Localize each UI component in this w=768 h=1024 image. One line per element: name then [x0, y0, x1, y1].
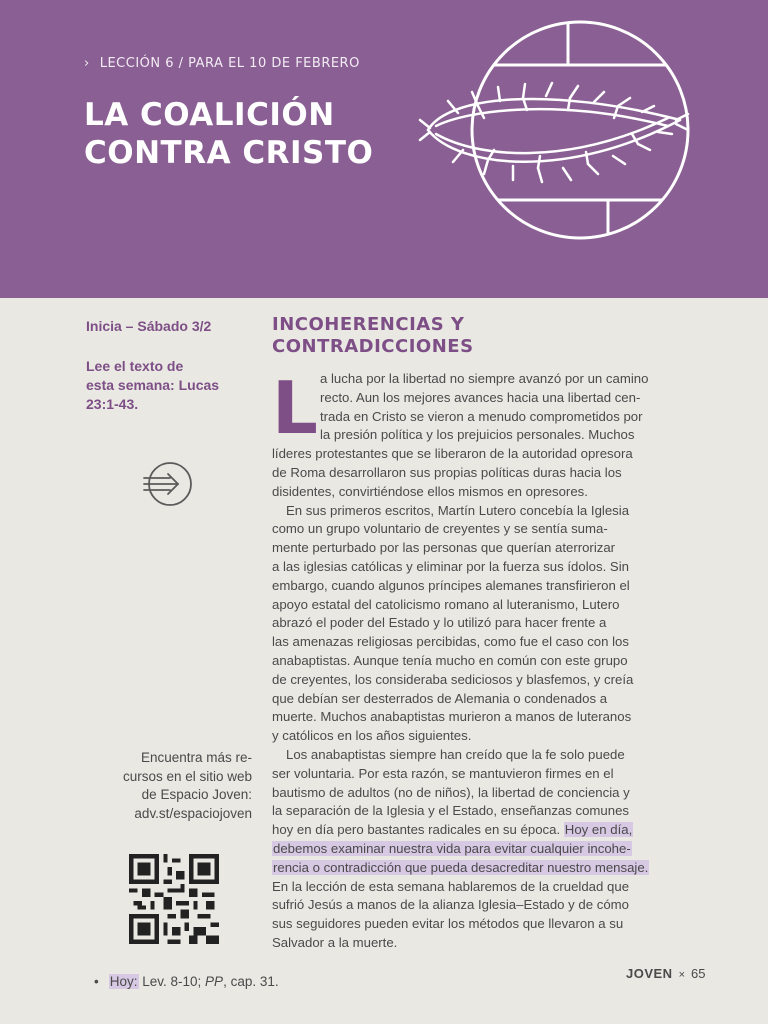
- body-line: recto. Aun los mejores avances hacia una libertad cen-: [320, 389, 641, 405]
- body-line: [272, 840, 718, 859]
- body-line: y católicos en los años siguientes.: [272, 728, 472, 744]
- body-line: Salvador a la muerte.: [272, 934, 398, 950]
- body-line: embargo, cuando algunos príncipes alemanes transfirieron el: [272, 577, 630, 593]
- body-line: En la lección de esta semana hablaremos de la crueldad que: [272, 878, 630, 894]
- body-text: hoy en día pero bastantes radicales en su época.: [272, 822, 561, 838]
- body-line: [272, 859, 718, 878]
- body-line: de creyentes, los consideraba sediciosos y blasfemos, y creía: [272, 671, 634, 687]
- lesson-header: [0, 0, 768, 298]
- more-resources: [84, 749, 252, 823]
- lesson-label: LECCIÓN 6 / PARA EL 10 DE FEBRERO: [99, 56, 360, 71]
- footer-separator: ×: [678, 969, 686, 981]
- magazine-name: JOVEN: [626, 966, 673, 981]
- more-resources-line: cursos en el sitio web: [122, 768, 252, 784]
- body-line: sufrió Jesús a manos de la alianza Iglesia–Estado y de cómo: [272, 897, 629, 913]
- page-footer: [626, 966, 705, 981]
- reading-ref: Lev. 8-10;: [138, 974, 206, 989]
- body-line: mente perturbado por las personas que querían aterrorizar: [272, 540, 616, 556]
- reading-ref: , cap. 31.: [223, 974, 279, 989]
- body-line: muerte. Muchos anabaptistas murieron a manos de luteranos: [272, 709, 632, 725]
- body-line: la presión política y los prejuicios personales. Muchos: [320, 427, 635, 443]
- lesson-title-line: LA COALICIÓN: [84, 97, 335, 133]
- body-line: de Roma desarrollaron sus propias políticas duras hacia los: [272, 464, 622, 480]
- article-body: [272, 366, 718, 953]
- resources-link[interactable]: adv.st/espaciojoven: [134, 805, 252, 821]
- daily-reading: [94, 974, 279, 989]
- drop-cap: L: [272, 366, 318, 450]
- weekly-reading-line: Lee el texto de: [86, 358, 184, 374]
- body-line: ser voluntaria. Por esta razón, se mantuvieron firmes en el: [272, 765, 614, 781]
- body-line: sus seguidores pueden evitar los métodos que llevaron a su: [272, 916, 624, 932]
- more-resources-line: de Espacio Joven:: [141, 787, 252, 802]
- body-line: Los anabaptistas siempre han creído que la fe solo puede: [286, 746, 625, 762]
- body-line: a las iglesias católicas y eliminar por la fuerza sus ídolos. Sin: [272, 558, 629, 574]
- body-line: líderes protestantes que se liberaron de la autoridad opresora: [272, 446, 633, 462]
- highlighted-text: Hoy en día,: [564, 822, 633, 838]
- section-title-line: INCOHERENCIAS Y: [272, 314, 465, 335]
- highlighted-text: debemos examinar nuestra vida para evitar cualquier incohe-: [273, 840, 631, 856]
- body-line: disidentes, convirtiéndose ellos mismos en opresores.: [272, 483, 588, 499]
- highlighted-text: rencia o contradicción que pueda desacreditar nuestro mensaje.: [273, 859, 649, 875]
- chevron-right-icon: ›: [84, 56, 90, 71]
- crown-of-thorns-icon: [418, 18, 708, 243]
- weekly-reading-line: 23:1-43.: [86, 396, 139, 412]
- lesson-title: [84, 96, 373, 172]
- more-resources-line: Encuentra más re-: [140, 750, 252, 765]
- body-line: que debían ser desterrados de Alemania o condenados a: [272, 690, 608, 706]
- section-title: [272, 314, 474, 358]
- body-line: a lucha por la libertad no siempre avanzó por un camino: [320, 371, 649, 386]
- body-line: [272, 821, 718, 840]
- body-line: bautismo de adultos (no de niños), la libertad de conciencia y: [272, 784, 630, 800]
- bullet: •: [94, 974, 99, 989]
- weekly-reading: [86, 357, 246, 414]
- body-line: como un grupo voluntario de creyentes y se sentía suma-: [272, 521, 608, 537]
- reading-book: PP: [205, 974, 224, 989]
- qr-code[interactable]: [122, 854, 226, 944]
- arrow-in-circle-icon: [140, 460, 196, 508]
- body-line: las amenazas religiosas percibidas, como fue el caso con los: [272, 634, 629, 650]
- body-line: abrazó el poder del Estado y lo utilizó para hacer frente a: [272, 615, 607, 631]
- weekly-reading-line: esta semana: Lucas: [86, 377, 220, 393]
- body-line: anabaptistas. Aunque tenía mucho en común con este grupo: [272, 652, 628, 668]
- body-line: En sus primeros escritos, Martín Lutero concebía la Iglesia: [286, 502, 630, 518]
- lesson-title-line: CONTRA CRISTO: [84, 135, 374, 171]
- section-title-line: CONTRADICCIONES: [272, 336, 474, 357]
- lesson-date-line: [84, 56, 360, 71]
- body-line: la separación de la Iglesia y el Estado, enseñanzas comunes: [272, 803, 630, 819]
- body-line: apoyo estatal del catolicismo romano al luteranismo, Lutero: [272, 596, 620, 612]
- page-number: 65: [691, 966, 706, 981]
- today-label: Hoy:: [109, 974, 138, 989]
- start-date: Inicia – Sábado 3/2: [86, 318, 212, 334]
- body-line: trada en Cristo se vieron a menudo comprometidos por: [320, 408, 643, 424]
